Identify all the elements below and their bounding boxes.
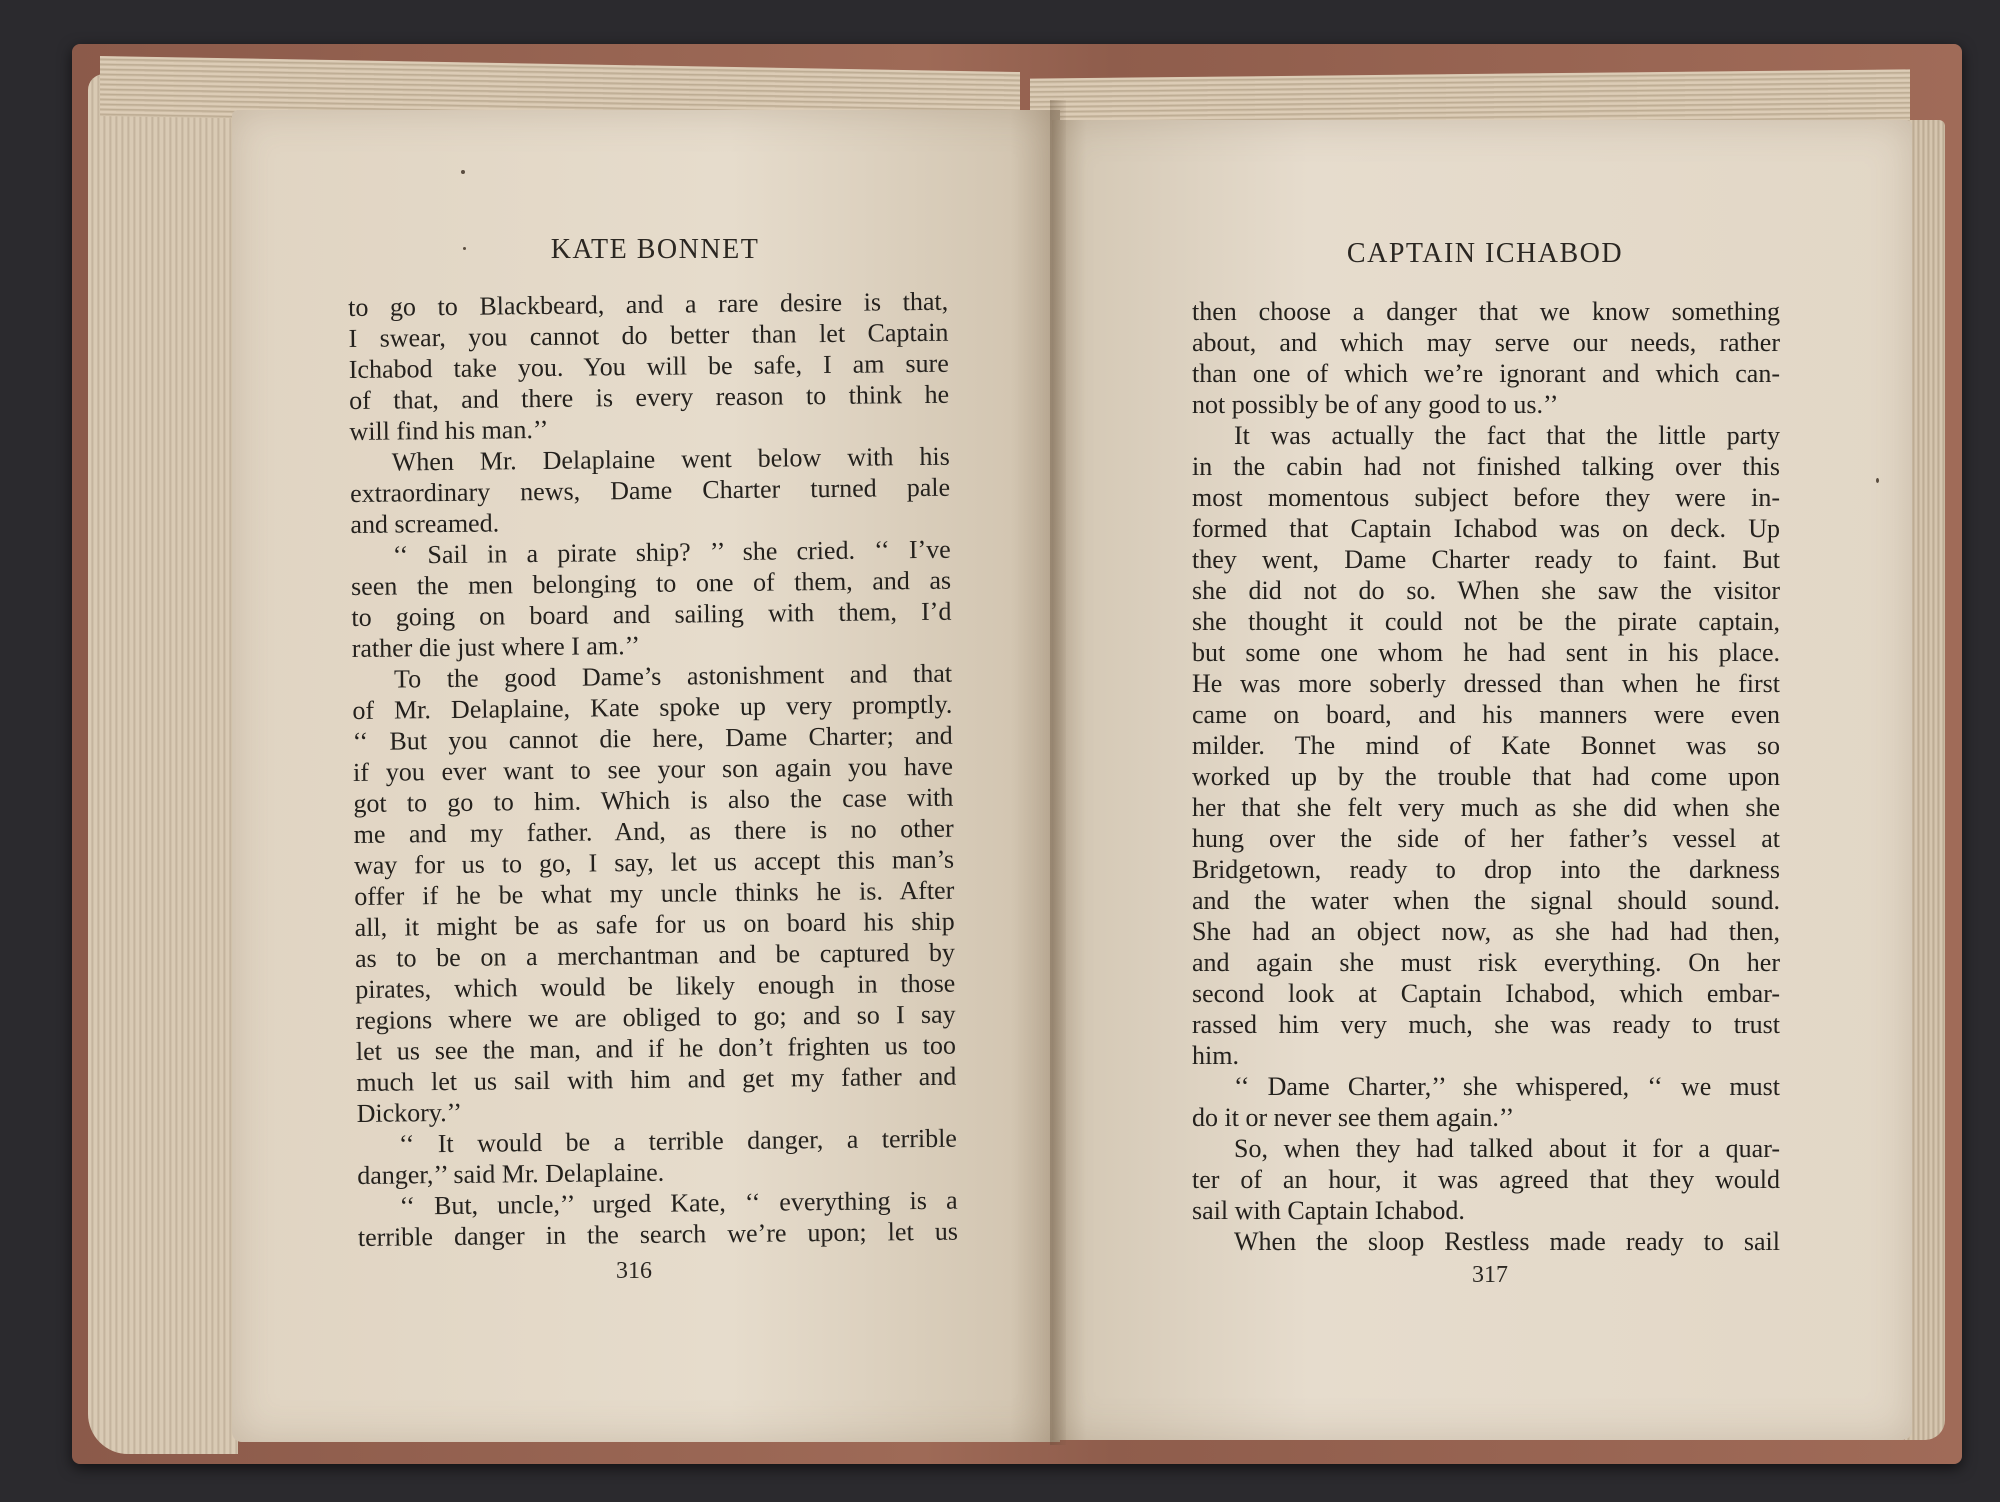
text-line: To the good Dame’s astonishment and that (393, 658, 953, 694)
text-line: and again she must risk everything. On her (1192, 948, 1780, 977)
text-line: ‘‘ But, uncle,’’ urged Kate, ‘‘ everything is a (399, 1185, 958, 1221)
text-line: as to be on a merchantman and be captured by (354, 937, 956, 973)
text-line: to going on board and sailing with them, I’d (351, 596, 952, 632)
text-line: pirates, which would be likely enough in those (355, 968, 956, 1004)
right-page-number: 317 (1472, 1262, 1508, 1288)
text-line: ‘‘ Sail in a pirate ship? ’’ she cried. ‘‘ I’ve (392, 534, 951, 570)
left-page-number: 316 (616, 1258, 652, 1284)
text-line: let us see the man, and if he don’t frighten us too (355, 1030, 957, 1066)
text-line: When Mr. Delaplaine went below with his (391, 441, 950, 477)
text-line: will find his man.’’ (349, 414, 549, 446)
text-line: came on board, and his manners were even (1192, 700, 1780, 729)
text-line: in the cabin had not finished talking over this (1192, 452, 1780, 481)
text-line: rassed him very much, she was ready to trust (1192, 1010, 1780, 1039)
text-line: me and my father. And, as there is no other (353, 813, 954, 849)
text-line: regions where we are obliged to go; and so I say (355, 999, 956, 1035)
text-line: way for us to go, I say, let us accept this man’s (353, 844, 955, 880)
text-line: all, it might be as safe for us on board his ship (354, 906, 955, 942)
book-gutter (1050, 100, 1066, 1445)
text-line: second look at Captain Ichabod, which embar- (1192, 979, 1780, 1008)
text-line: ‘‘ But you cannot die here, Dame Charter; and (352, 720, 953, 756)
text-line: terrible danger in the search we’re upon; let us (357, 1216, 959, 1252)
text-line: offer if he be what my uncle thinks he is. After (354, 875, 955, 911)
text-line: She had an object now, as she had had then, (1192, 917, 1780, 946)
text-line: she did not do so. When she saw the visitor (1192, 576, 1780, 605)
text-line: So, when they had talked about it for a quar- (1234, 1134, 1780, 1163)
text-line: than one of which we’re ignorant and which can- (1192, 359, 1780, 388)
text-line: It was actually the fact that the little party (1234, 421, 1780, 450)
text-line: but some one whom he had sent in his place. (1192, 638, 1780, 667)
text-line: her that she felt very much as she did when she (1192, 793, 1780, 822)
text-line: Ichabod take you. You will be safe, I am sure (348, 348, 949, 384)
text-line: danger,’’ said Mr. Delaplaine. (357, 1157, 665, 1190)
text-line: sail with Captain Ichabod. (1192, 1196, 1465, 1225)
text-line: of Mr. Delaplaine, Kate spoke up very promptly. (352, 689, 953, 725)
left-running-head: KATE BONNET (550, 234, 760, 265)
text-line: extraordinary news, Dame Charter turned pale (349, 472, 951, 508)
text-line: she thought it could not be the pirate captain, (1192, 607, 1780, 636)
text-line: hung over the side of her father’s vessel at (1192, 824, 1780, 853)
text-line: much let us sail with him and get my father and (356, 1061, 957, 1097)
text-line: they went, Dame Charter ready to faint. But (1192, 545, 1780, 574)
text-line: formed that Captain Ichabod was on deck. Up (1192, 514, 1780, 543)
paper-speck (1876, 478, 1879, 483)
text-line: of that, and there is every reason to think he (348, 379, 950, 415)
text-line: When the sloop Restless made ready to sail (1234, 1227, 1780, 1256)
text-line: rather die just where I am.’’ (351, 630, 641, 663)
page-edges-left (88, 74, 238, 1454)
text-line: about, and which may serve our needs, rather (1192, 328, 1780, 357)
right-page-text (1192, 296, 1780, 1257)
text-line: then choose a danger that we know something (1192, 297, 1780, 326)
text-line: ter of an hour, it was agreed that they would (1192, 1165, 1780, 1194)
text-line: Dickory.’’ (356, 1097, 463, 1128)
text-line: He was more soberly dressed than when he first (1192, 669, 1780, 698)
text-line: milder. The mind of Kate Bonnet was so (1192, 731, 1780, 760)
text-line: do it or never see them again.’’ (1192, 1103, 1515, 1132)
right-running-head: CAPTAIN ICHABOD (1346, 238, 1624, 269)
text-line: I swear, you cannot do better than let Captain (348, 317, 949, 353)
text-line: seen the men belonging to one of them, and as (350, 565, 952, 601)
text-line: and screamed. (350, 508, 500, 539)
text-line: and the water when the signal should sound. (1192, 886, 1780, 915)
text-line: if you ever want to see your son again you have (352, 751, 954, 787)
text-line: not possibly be of any good to us.’’ (1192, 390, 1559, 419)
text-line: ‘‘ Dame Charter,’’ she whispered, ‘‘ we must (1234, 1072, 1780, 1101)
text-line: Bridgetown, ready to drop into the darkness (1192, 855, 1780, 884)
text-line: to go to Blackbeard, and a rare desire is that, (348, 286, 949, 322)
text-line: got to go to him. Which is also the case with (353, 782, 954, 818)
text-line: him. (1192, 1041, 1239, 1070)
text-line: most momentous subject before they were in- (1192, 483, 1780, 512)
left-page-text (348, 286, 958, 1253)
paper-speck (461, 170, 465, 174)
text-line: worked up by the trouble that had come upon (1192, 762, 1780, 791)
text-line: ‘‘ It would be a terrible danger, a terrible (398, 1123, 958, 1159)
